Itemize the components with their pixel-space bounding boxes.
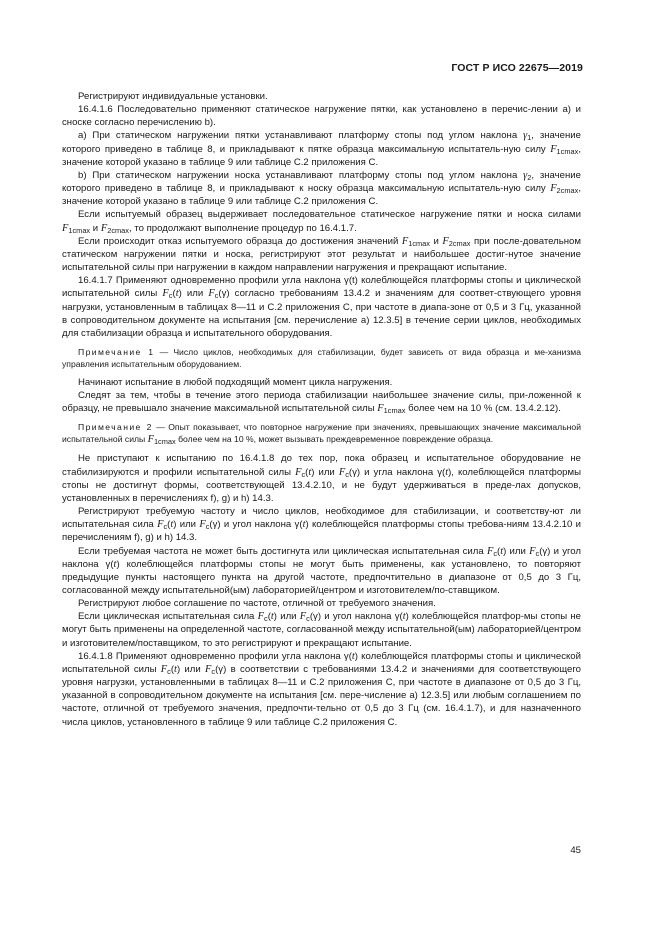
paragraph: 16.4.1.6 Последовательно применяют статическое нагружение пятки, как установлено в перечис-лении а) и сноске согласно перечислению b). [62,104,581,129]
paragraph: b) При статическом нагружении носка устанавливают платформу стопы под углом наклона $\gamma_2$, значение которого приведено в таблице 8, и прикладывают к носку образца максимальную испытатель-ную силу $F_{2cmax}$, значение которой указано в таблице 9 или таблице С.2 приложения С. [62,169,581,208]
paragraph: Не приступают к испытанию по 16.4.1.8 до тех пор, пока образец и испытательное оборудование не стабилизируются и профили испытательной силы $F_c(t)$ или $F_c(\gamma)$ и угла наклона γ(t), колеблющейся платформы стопы не достигнут формы, соответствующей 13.4.2.10, и не будут удерживаться в преде-лах допусков, установленных в перечислениях f), g) и h) 14.3. [62,453,581,504]
page-number: 45 [570,845,581,856]
standard-designation: ГОСТ Р ИСО 22675—2019 [451,62,583,74]
paragraph: Начинают испытание в любой подходящий момент цикла нагружения. [78,376,393,388]
note-2: Примечание 2 — Опыт показывает, что повторное нагружение при значениях, превышающих значение максимальной испытательной силы $F_{1cmax}$ более чем на 10 %, может вызывать преждевременное повреждение образца. [62,422,581,447]
paragraph: а) При статическом нагружении пятки устанавливают платформу стопы под углом наклона $\gamma_1$, значение которого приведено в таблице 8, и прикладывают к пятке образца максимальную испытатель-ную силу $F_{1cmax}$, значение которой указано в таблице 9 или таблице С.2 приложения С. [62,130,582,168]
paragraph: Регистрируют индивидуальные установки. [78,91,268,102]
paragraph: Если циклическая испытательная сила $F_c(t)$ или $F_c(\gamma)$ и угол наклона γ(t) колеблющейся платфор-мы стопы не могут быть применены на определенной частоте, согласованной между испытательной(ым) лабораторией/центром и изготовителем/поставщиком, то это регистрируют и прекращают испытание. [62,611,581,649]
paragraph: Регистрируют требуемую частоту и число циклов, необходимое для стабилизации, и соответству-ют ли испытательная сила $F_c(t)$ или $F_c(\gamma)$ и угол наклона γ(t) колеблющейся платформы стопы требова-ниям 13.4.2.10 и перечислениям f), g) и h) 14.3. [62,506,582,544]
note-1: Примечание 1 — Число циклов, необходимых для стабилизации, будет зависеть от вида образца и ме-ханизма управления испытательным оборудованием. [62,346,581,369]
paragraph: Регистрируют любое соглашение по частоте, отличной от требуемого значения. [78,598,436,610]
paragraph: Следят за тем, чтобы в течение этого периода стабилизации наибольшее значение силы, при-ложенной к образцу, не превышало значение максимальной испытательной силы $F_{1cmax}$ более чем на 10 % (см. 13.4.2.12). [62,390,581,416]
paragraph: 16.4.1.7 Применяют одновременно профили угла наклона γ(t) колеблющейся платформы стопы и циклической испытательной силы $F_c(t)$ или $F_c(\gamma)$ согласно требованиям 13.4.2 и значениям для соответ-ствующего уровня нагрузки, установленным в таблицах 8—11 и С.2 приложения С, при частоте в диапа-зоне от 0,5 и 3 Гц, указанной в сопроводительном документе на испытания [см. перечисление а) 12.3.5] в течение серии циклов, необходимых для стабилизации образца и испытательного оборудования. [62,275,582,339]
document-body [62,90,581,729]
paragraph: Если происходит отказ испытуемого образца до достижения значений $F_{1cmax}$ и $F_{2cmax}$ при после-довательном статическом нагружении пятки и носка, регистрируют этот результат и наибольшее достиг-нутое значение испытательной силы при нагружении в каждом направлении нагружения и прекращают испытание. [62,235,581,274]
paragraph: 16.4.1.8 Применяют одновременно профили угла наклона γ(t) колеблющейся платформы стопы и циклической испытательной силы $F_c(t)$ или $F_c(\gamma)$ в соответствии с требованиями 13.4.2 и значениями для соответствующего уровня нагрузки, установленными в таблицах 8—11 и С.2 приложения С, при частоте в диапазоне от 0,5 до 3 Гц, указанной в сопроводительном документе на испытания [см. пере-числение а) 12.3.5] или любым соглашением по частоте, отличной от требуемого значения, предпочти-тельно от 0,5 до 3 Гц (см. 16.4.1.7), и для назначенного числа циклов, установленного в таблице 9 или таблице С.2 приложения С. [62,650,582,728]
paragraph: Если требуемая частота не может быть достигнута или циклическая испытательная сила $F_c(t)$ или $F_c(\gamma)$ и угол наклона γ(t) колеблющейся платформы стопы не могут быть применены, как установлено, то повторяют предыдущие пункты настоящего пункта на другой частоте, предпочтительно в диапазоне от 0,5 до 3 Гц, согласованной между испытательной(ым) лабораторией/центром и изготовителем/по-ставщиком. [62,545,582,596]
paragraph: Если испытуемый образец выдерживает последовательное статическое нагружение пятки и носка силами $F_{1cmax}$ и $F_{2cmax}$, то продолжают выполнение процедур по 16.4.1.7. [62,209,581,235]
